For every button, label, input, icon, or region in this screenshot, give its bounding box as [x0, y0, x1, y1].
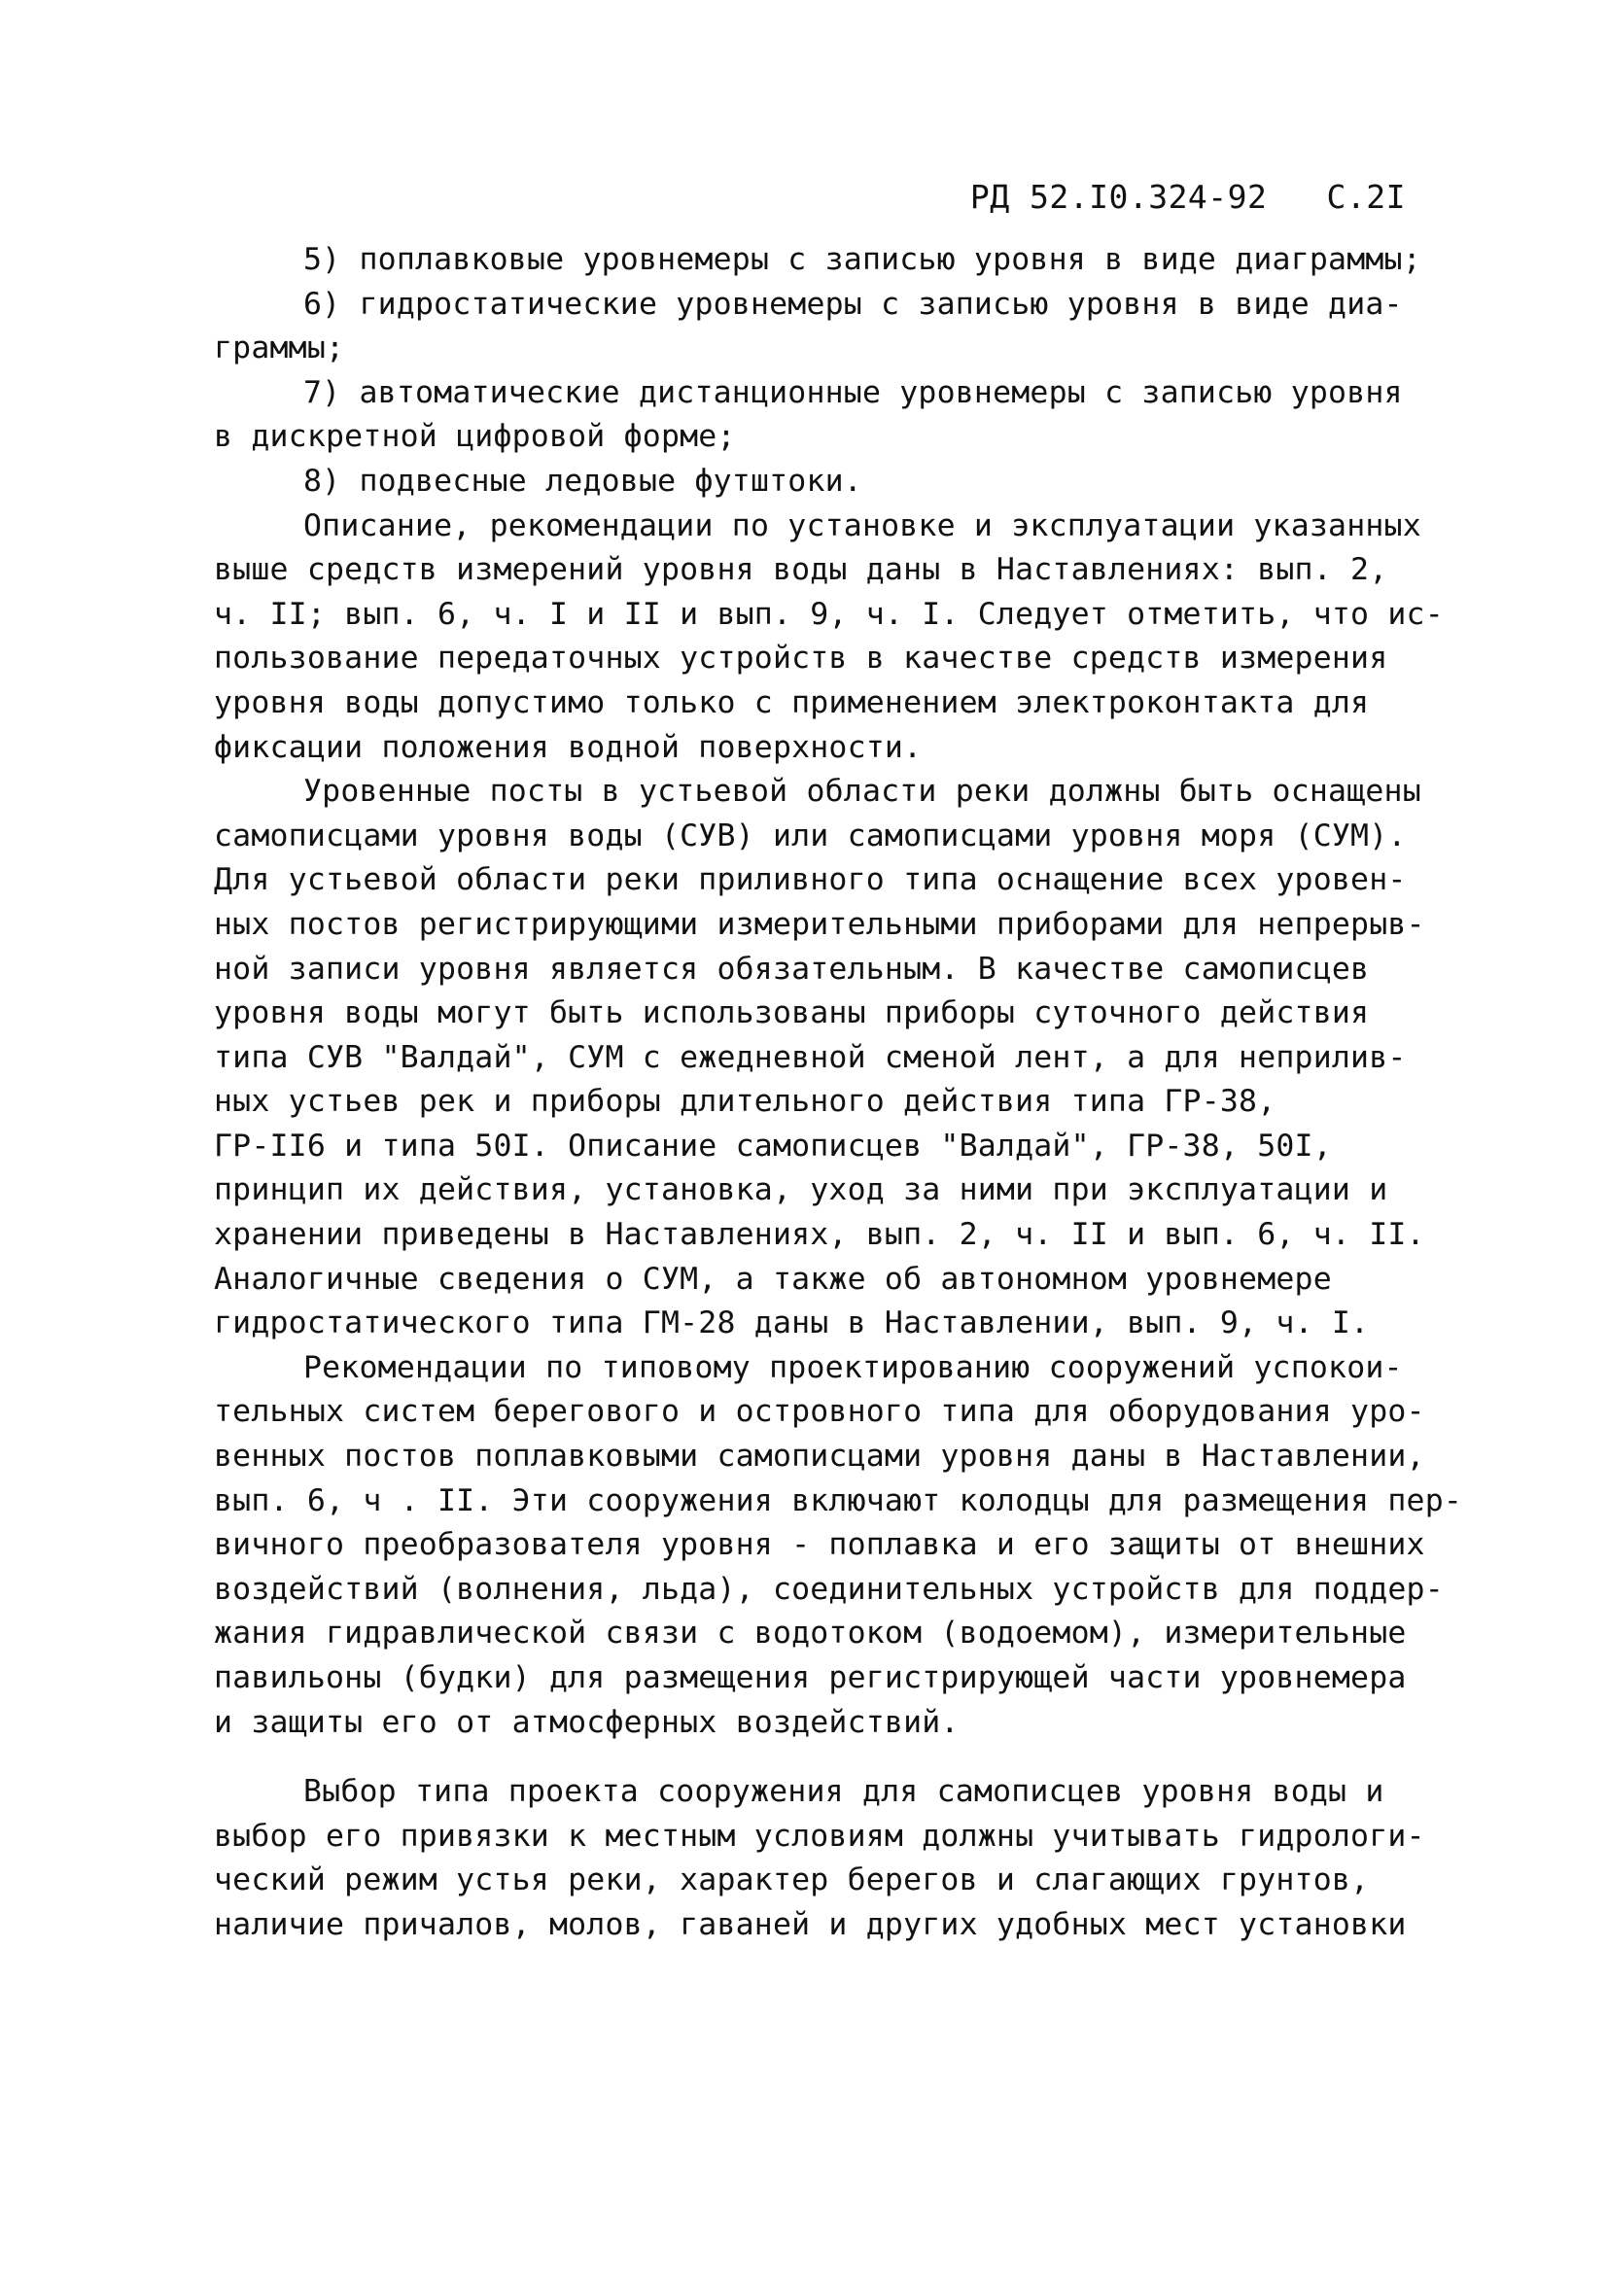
text-line: фиксации положения водной поверхности. — [214, 729, 923, 765]
document-number: РД 52.I0.324-92 — [969, 178, 1268, 216]
text-line: уровня воды допустимо только с применением электроконтакта для — [214, 684, 1370, 720]
text-line: выше средств измерений уровня воды даны в Наставлениях: вып. 2, — [214, 552, 1388, 588]
text-line: Аналогичные сведения о СУМ, а также об автономном уровнемере — [214, 1261, 1332, 1297]
page-number: С.2I — [1326, 178, 1406, 216]
text-line: граммы; — [214, 330, 345, 366]
text-line: ных постов регистрирующими измерительными приборами для непрерыв- — [214, 906, 1425, 942]
body-text — [214, 238, 1463, 1948]
text-line: воздействий (волнения, льда), соединительных устройств для поддер- — [214, 1571, 1444, 1607]
text-line: гидростатического типа ГМ-28 даны в Наставлении, вып. 9, ч. I. — [214, 1305, 1370, 1341]
text-line: Рекомендации по типовому проектированию сооружений успокои- — [303, 1349, 1403, 1385]
text-line: пользование передаточных устройств в качестве средств измерения — [214, 641, 1388, 677]
text-line: 7) автоматические дистанционные уровнемеры с записью уровня — [303, 374, 1403, 410]
text-line: типа СУВ "Валдай", СУМ с ежедневной сменой лент, а для неприлив- — [214, 1039, 1407, 1075]
text-line: 5) поплавковые уровнемеры с записью уровня в виде диаграммы; — [303, 242, 1421, 277]
text-line: Для устьевой области реки приливного типа оснащение всех уровен- — [214, 862, 1407, 898]
paragraph-gap — [214, 1745, 1419, 1770]
text-line: жания гидравлической связи с водотоком (водоемом), измерительные — [214, 1616, 1407, 1652]
text-line: 8) подвесные ледовые футштоки. — [303, 463, 862, 499]
text-line: наличие причалов, молов, гаваней и других удобных мест установки — [214, 1906, 1407, 1942]
text-line: ческий режим устья реки, характер берегов и слагающих грунтов, — [214, 1862, 1370, 1898]
text-line: вичного преобразователя уровня - поплавка и его защиты от внешних — [214, 1527, 1425, 1563]
text-line: павильоны (будки) для размещения регистрирующей части уровнемера — [214, 1660, 1407, 1695]
text-line: хранении приведены в Наставлениях, вып. 2, ч. II и вып. 6, ч. II. — [214, 1217, 1425, 1253]
text-line: Уровенные посты в устьевой области реки должны быть оснащены — [303, 774, 1421, 810]
text-line: Выбор типа проекта сооружения для самописцев уровня воды и — [303, 1774, 1384, 1810]
text-line: в дискретной цифровой форме; — [214, 419, 736, 455]
text-line: самописцами уровня воды (СУВ) или самописцами уровня моря (СУМ). — [214, 818, 1407, 853]
text-line: венных постов поплавковыми самописцами уровня даны в Наставлении, — [214, 1439, 1425, 1475]
text-line: и защиты его от атмосферных воздействий. — [214, 1704, 960, 1740]
text-line: выбор его привязки к местным условиям должны учитывать гидрологи- — [214, 1818, 1425, 1854]
text-line: 6) гидростатические уровнемеры с записью уровня в виде диа- — [303, 286, 1403, 322]
text-line: ной записи уровня является обязательным. В качестве самописцев — [214, 951, 1370, 987]
text-line: тельных систем берегового и островного типа для оборудования уро- — [214, 1394, 1425, 1430]
page-header — [970, 178, 1406, 216]
text-line: ч. II; вып. 6, ч. I и II и вып. 9, ч. I. Следует отметить, что ис- — [214, 596, 1444, 632]
text-line: Описание, рекомендации по установке и эксплуатации указанных — [303, 507, 1421, 543]
text-line: вып. 6, ч . II. Эти сооружения включают колодцы для размещения пер- — [214, 1482, 1463, 1518]
text-line: ных устьев рек и приборы длительного действия типа ГР-38, — [214, 1084, 1276, 1120]
text-line: принцип их действия, установка, уход за ними при эксплуатации и — [214, 1172, 1388, 1208]
text-line: уровня воды могут быть использованы приборы суточного действия — [214, 995, 1370, 1031]
text-line: ГР-II6 и типа 50I. Описание самописцев "Валдай", ГР-38, 50I, — [214, 1128, 1332, 1164]
